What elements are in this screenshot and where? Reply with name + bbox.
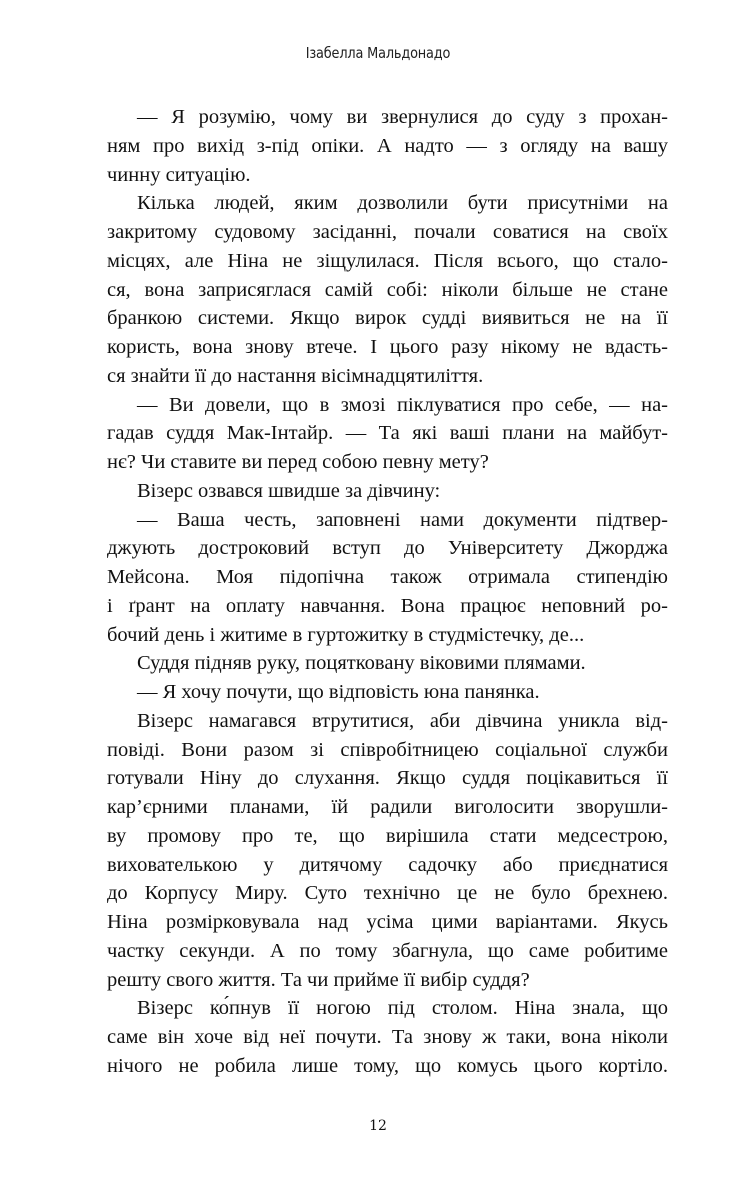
paragraph-first-line: — Ви довели, що в змозі піклуватися про себе, — на- [137, 393, 668, 416]
text-line: ся знайти її до настання вісімнадцятиліття. [107, 364, 484, 387]
text-line: решту свого життя. Та чи прийме її вибір суддя? [107, 968, 530, 991]
paragraph-first-line: — Я хочу почути, що відповість юна панянка. [137, 681, 540, 703]
text-line: саме він хоче від неї почути. Та знову ж таки, вона ніколи [107, 1026, 668, 1048]
text-line: користь, вона знову втече. І цього разу нікому не вдасть- [107, 336, 668, 358]
text-line: кар’єрними планами, їй радили виголосити зворушли- [107, 796, 668, 818]
paragraph-first-line: Візерс озвався швидше за дівчину: [137, 479, 441, 502]
paragraph-first-line: — Я розумію, чому ви звернулися до суду з прохан- [137, 106, 668, 128]
paragraph-first-line: Візерс намагався втрутитися, аби дівчина уникла від- [137, 709, 668, 732]
text-line: нічого не робила лише тому, що комусь цього кортіло. [107, 1054, 668, 1077]
body-text [107, 103, 668, 1081]
text-line: і ґрант на оплату навчання. Вона працює неповний ро- [107, 594, 668, 617]
text-line: чинну ситуацію. [107, 163, 251, 186]
paragraph-first-line: Візерс ко́пнув її ногою під столом. Ніна знала, що [137, 997, 668, 1020]
text-line: нє? Чи ставите ви перед собою певну мету? [107, 451, 489, 473]
text-line: бочий день і житиме в гуртожитку в студмістечку, де... [107, 623, 585, 646]
paragraph-first-line: — Ваша честь, заповнені нами документи підтвер- [137, 508, 668, 531]
page-number: 12 [369, 1118, 387, 1134]
text-line: гадав суддя Мак-Інтайр. — Та які ваші плани на майбут- [107, 422, 668, 445]
text-line: Мейсона. Моя підопічна також отримала стипендію [107, 566, 668, 588]
text-line: Ніна розмірковувала над усіма цими варіантами. Якусь [107, 911, 668, 933]
running-header-author: Ізабелла Мальдонадо [305, 44, 451, 62]
text-line: ся, вона заприсяглася самій собі: ніколи більше не стане [107, 278, 668, 301]
text-line: закритому судовому засіданні, почали соватися на своїх [107, 221, 668, 243]
text-line: вихователькою у дитячому садочку або приєднатися [107, 853, 668, 876]
text-line: бранкою системи. Якщо вирок судді виявиться не на її [107, 307, 668, 330]
text-line: частку секунди. А по тому збагнула, що саме робитиме [107, 939, 668, 962]
text-line: ням про вихід з-під опіки. А надто — з огляду на вашу [107, 134, 668, 157]
paragraph-first-line: Кілька людей, яким дозволили бути присутніми на [137, 192, 668, 215]
text-line: джують достроковий вступ до Університету Джорджа [107, 537, 668, 560]
text-line: повіді. Вони разом зі співробітницею соціальної служби [107, 738, 668, 761]
text-line: місцях, але Ніна не зіщулилася. Після всього, що стало- [107, 249, 668, 272]
paragraph-first-line: Суддя підняв руку, поцятковану віковими плямами. [137, 652, 586, 675]
text-line: ву промову про те, що вирішила стати медсестрою, [107, 824, 668, 847]
text-line: готували Ніну до слухання. Якщо суддя поцікавиться її [107, 767, 668, 790]
text-line: до Корпусу Миру. Суто технічно це не було брехнею. [107, 882, 668, 905]
